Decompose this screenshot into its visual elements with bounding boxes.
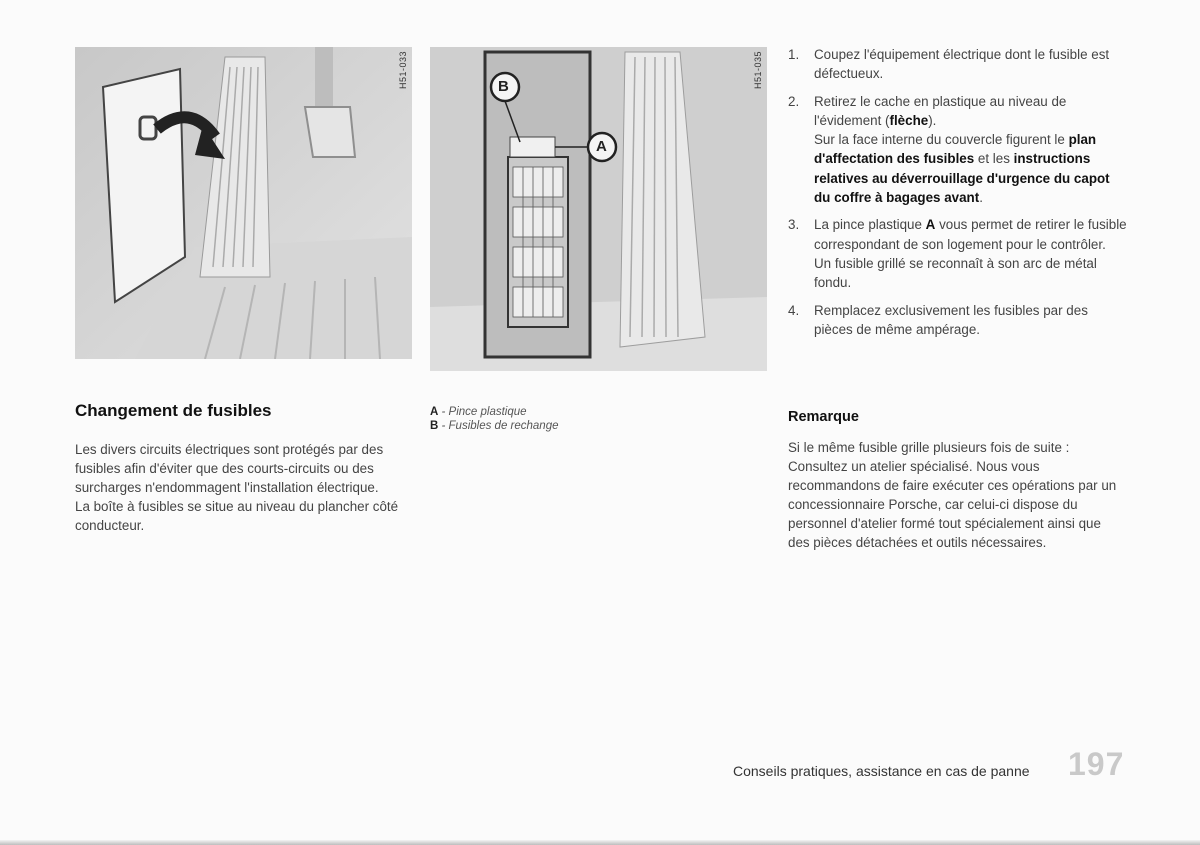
section-paragraph-2: La boîte à fusibles se situe au niveau du plancher côté conducteur. (75, 499, 399, 533)
callout-b: B (498, 78, 509, 95)
step-2: 2. Retirez le cache en plastique au niveau de l'évidement (flèche). Sur la face interne du couvercle figurent le plan d'affectation des fusibles et les instructions relatives au déverrouillage d'urgence du capot du coffre à bagages avant. (788, 93, 1110, 206)
remark-title: Remarque (788, 409, 859, 425)
figure-code-left: H51-033 (398, 51, 408, 90)
section-paragraph-1: Les divers circuits électriques sont protégés par des fusibles afin d'éviter que des courts-circuits ou des surcharges n'endommagent l'installation électrique. (75, 442, 384, 495)
figure-captions (430, 405, 559, 433)
caption-a: A - Pince plastique (430, 406, 527, 418)
fuse-cover-illustration (75, 47, 412, 359)
page-number: 197 (1068, 746, 1125, 782)
caption-b: B - Fusibles de rechange (430, 420, 559, 432)
footer-chapter: Conseils pratiques, assistance en cas de panne (733, 763, 1030, 779)
callout-a: A (596, 138, 607, 155)
step-4: 4. Remplacez exclusivement les fusibles par des pièces de même ampérage. (788, 302, 1088, 337)
remark-body (788, 438, 1123, 552)
instruction-steps (788, 45, 1128, 347)
step-3: 3. La pince plastique A vous permet de retirer le fusible correspondant de son logement pour le contrôler. Un fusible grillé se reconnaît à son arc de métal fondu. (788, 217, 1127, 291)
figure-code-right: H51-035 (753, 51, 763, 90)
figure-fuse-cover (75, 47, 412, 359)
section-title: Changement de fusibles (75, 401, 272, 420)
figure-fuse-box (430, 47, 767, 371)
remark-text: Si le même fusible grille plusieurs fois de suite : Consultez un atelier spécialisé. Nous vous recommandons de faire exécuter ces opérations par un concessionnaire Porsche, car celui-ci dispose du personnel d'atelier formé tout spécialement ainsi que des pièces détachées et outils nécessaires. (788, 440, 1117, 550)
step-1: 1. Coupez l'équipement électrique dont le fusible est défectueux. (788, 47, 1110, 82)
section-body (75, 440, 405, 535)
page-edge (0, 840, 1200, 845)
fuse-box-illustration (430, 47, 767, 371)
